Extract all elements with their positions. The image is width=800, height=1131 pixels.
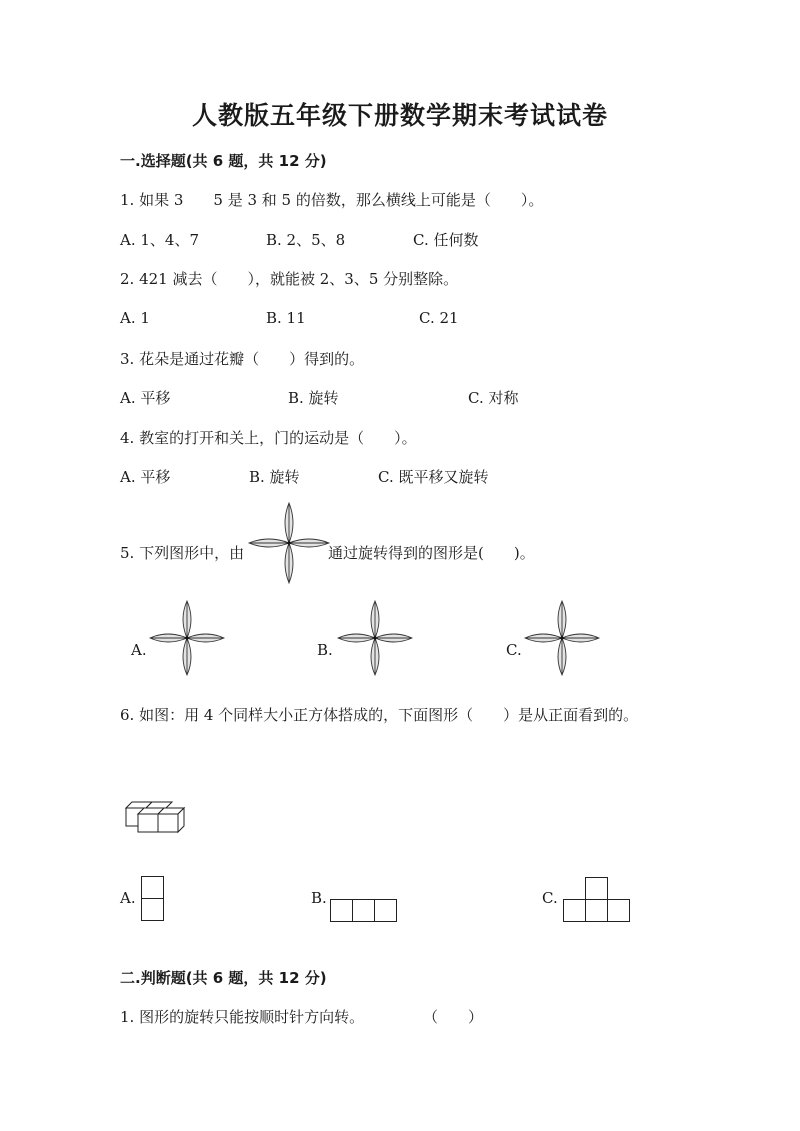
question-4-option-c[interactable]: C. 既平移又旋转 bbox=[378, 468, 489, 486]
question-5-option-b[interactable]: B. bbox=[317, 641, 333, 659]
question-1-option-b[interactable]: B. 2、5、8 bbox=[266, 231, 346, 249]
view-option-b-figure[interactable] bbox=[330, 899, 398, 923]
question-1-option-a[interactable]: A. 1、4、7 bbox=[120, 231, 199, 249]
view-option-a-figure[interactable] bbox=[141, 876, 165, 924]
question-5-option-c[interactable]: C. bbox=[506, 641, 522, 659]
question-2-option-c[interactable]: C. 21 bbox=[419, 309, 459, 327]
question-6-stem: 6. 如图：用 4 个同样大小正方体搭成的，下面图形（ ）是从正面看到的。 bbox=[120, 706, 639, 724]
cube-stack-figure bbox=[122, 800, 188, 836]
page-title: 人教版五年级下册数学期末考试试卷 bbox=[191, 101, 608, 130]
question-3-option-b[interactable]: B. 旋转 bbox=[288, 389, 339, 407]
question-1-stem: 1. 如果 3 5 是 3 和 5 的倍数，那么横线上可能是（ ）。 bbox=[120, 191, 544, 209]
flower-option-b-figure[interactable] bbox=[337, 600, 413, 676]
question-2-option-a[interactable]: A. 1 bbox=[120, 309, 150, 327]
question-3-stem: 3. 花朵是通过花瓣（ ）得到的。 bbox=[120, 350, 365, 368]
question-2-stem: 2. 421 减去（ ），就能被 2、3、5 分别整除。 bbox=[120, 270, 459, 288]
question-5-stem-before: 5. 下列图形中，由 bbox=[120, 544, 245, 562]
question-5-option-a[interactable]: A. bbox=[131, 641, 147, 659]
section-heading-judgement: 二.判断题(共 6 题，共 12 分) bbox=[120, 969, 327, 987]
question-5-stem-after: 通过旋转得到的图形是( )。 bbox=[328, 544, 535, 562]
question-4-option-b[interactable]: B. 旋转 bbox=[249, 468, 300, 486]
flower-option-c-figure[interactable] bbox=[524, 600, 600, 676]
question-1-option-c[interactable]: C. 任何数 bbox=[413, 231, 479, 249]
section-heading-choice: 一.选择题(共 6 题，共 12 分) bbox=[120, 152, 327, 170]
question-6-option-b[interactable]: B. bbox=[311, 889, 327, 907]
question-4-option-a[interactable]: A. 平移 bbox=[120, 468, 171, 486]
flower-option-a-figure[interactable] bbox=[149, 600, 225, 676]
judgement-1-answer-blank[interactable]: （ ） bbox=[423, 1008, 484, 1026]
question-4-stem: 4. 教室的打开和关上，门的运动是（ ）。 bbox=[120, 429, 417, 447]
flower-reference-figure bbox=[248, 502, 330, 584]
question-3-option-a[interactable]: A. 平移 bbox=[120, 389, 171, 407]
judgement-1-stem: 1. 图形的旋转只能按顺时针方向转。 bbox=[120, 1008, 365, 1026]
question-6-option-a[interactable]: A. bbox=[120, 889, 136, 907]
question-2-option-b[interactable]: B. 11 bbox=[266, 309, 306, 327]
question-3-option-c[interactable]: C. 对称 bbox=[468, 389, 519, 407]
question-6-option-c[interactable]: C. bbox=[542, 889, 558, 907]
view-option-c-figure[interactable] bbox=[563, 877, 631, 923]
